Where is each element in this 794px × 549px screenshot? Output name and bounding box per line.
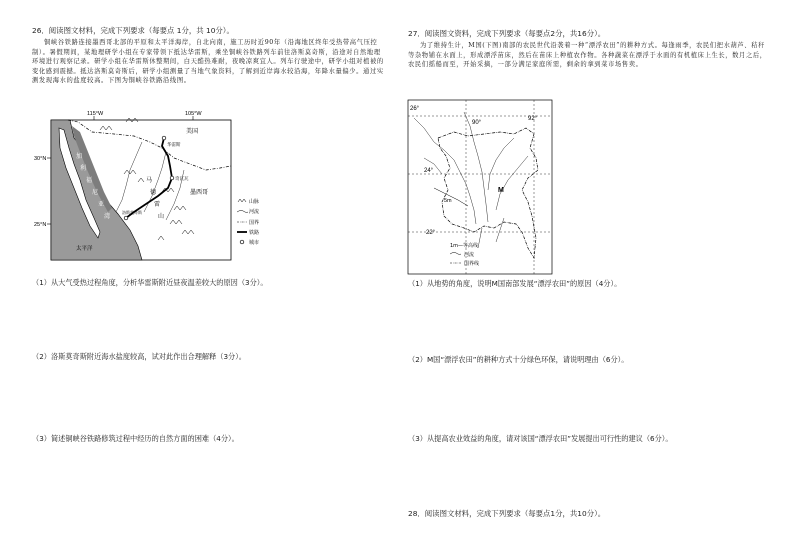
svg-text:1m—等高线: 1m—等高线 [450, 243, 479, 249]
svg-text:铁路: 铁路 [249, 230, 260, 236]
q27-body: 为了维持生计，M国(下图)南部的农民世代沿袭着一种“漂浮农田”的耕种方式。每逢雨季，农民们把水葫芦、秸秆等杂物铺在水面上，形成漂浮苗床，然后在苗床上种植农作物。各种蔬菜在漂浮于水面的有机植床上生长，数月之后，农民们摇船而至，开始采摘，一部分满足家庭所需，剩余的拿到菜市场售卖。 [408, 42, 767, 69]
svg-text:河流: 河流 [249, 209, 260, 215]
q26-sub2: （2）洛斯莫奇斯附近海水盐度较高，试对此作出合理解释（3分）。 [32, 352, 246, 361]
country-mexico: 墨西哥 [190, 189, 209, 196]
pacific-ocean-label: 太平洋 [76, 246, 93, 252]
svg-text:山脉: 山脉 [249, 199, 260, 205]
svg-text:城市: 城市 [249, 240, 260, 246]
svg-text:马: 马 [146, 177, 153, 184]
q26-sub3: （3）简述铜峡谷铁路修筑过程中经历的自然方面的困难（4分）。 [32, 434, 239, 443]
lon-label-115: 115°W [87, 111, 104, 117]
svg-text:德: 德 [150, 189, 157, 196]
svg-text:福: 福 [86, 177, 93, 184]
lat-label-25: 25°N [34, 222, 47, 228]
q26-header: 26．阅读图文材料，完成下列要求（每要点 1分，共 10分）。 [32, 26, 234, 35]
svg-text:雷: 雷 [154, 201, 161, 208]
label-los-mochis: 洛斯莫奇斯 [122, 210, 142, 215]
svg-text:湾: 湾 [104, 213, 111, 220]
svg-text:山: 山 [158, 213, 165, 220]
svg-text:利: 利 [80, 165, 87, 172]
svg-text:加: 加 [76, 153, 83, 160]
svg-text:河流: 河流 [464, 252, 475, 258]
city-chihuahua [170, 176, 174, 180]
question-26 [22, 0, 402, 549]
question-27 [402, 0, 782, 549]
svg-text:亚: 亚 [98, 201, 105, 208]
q28-header: 28．阅读图文材料，完成下列要求（每要点1分，共10分）。 [408, 509, 606, 518]
svg-text:国界: 国界 [249, 220, 260, 226]
contour-5m-label: 5m [444, 198, 452, 204]
label-juarez: 华雷斯 [167, 143, 181, 148]
city-juarez [162, 136, 166, 140]
q26-sub1: （1）从大气受热过程角度，分析华雷斯附近昼夜温差较大的原因（3分）。 [32, 278, 268, 287]
q27-sub2: （2）M国“漂浮农田”的耕种方式十分绿色环保，请说明理由（6分）。 [408, 355, 629, 364]
city-los-mochis [124, 216, 128, 220]
svg-text:国界线: 国界线 [464, 261, 480, 267]
q27-map [404, 98, 554, 276]
lat-24: 24° [424, 168, 434, 174]
lon-90: 90° [472, 120, 482, 126]
q26-legend [237, 198, 259, 246]
q26-map [34, 108, 260, 270]
svg-text:尼: 尼 [92, 189, 99, 196]
lat-26: 26° [410, 106, 420, 112]
lat-label-30: 30°N [34, 156, 47, 162]
label-chihuahua: 奇瓦瓦 [175, 177, 189, 182]
q27-sub1: （1）从地势的角度，说明M国南部发展“漂浮农田”的原因（4分）。 [408, 279, 622, 288]
country-m-label: M [498, 187, 504, 194]
lon-92: 92° [528, 116, 538, 122]
q27-header: 27．阅读图文资料，完成下列要求（每要点2分，共16分）。 [408, 29, 606, 38]
lon-label-105: 105°W [185, 111, 202, 117]
q26-body: 铜峡谷铁路连接墨西哥北部的平原和太平洋海岸，自北向南，施工历时近90年（沿海地区终年受热带高气压控制）。暑假期间，某地理研学小组在专家带领下抵达华雷斯，乘坐铜峡谷铁路列车前往洛斯莫奇斯，沿途对自然地理环境进行观察记录。研学小组在华雷斯休整期间，白天酷热难耐，夜晚凉爽宜人。列车行驶途中，研学小组对植被的变化感到震撼。抵达洛斯莫奇斯后，研学小组测量了当地气象资料，了解到近岸海水较沿海，年降水量偏少。通过实测发现海水的盐度较高。下图为铜峡谷铁路沿线图。 [32, 39, 384, 85]
country-us: 美国 [186, 128, 199, 135]
q27-sub3: （3）从提高农业效益的角度，请对该国“漂浮农田”发展提出可行性的建议（6分）。 [408, 434, 673, 443]
lat-22: 22° [426, 230, 436, 236]
